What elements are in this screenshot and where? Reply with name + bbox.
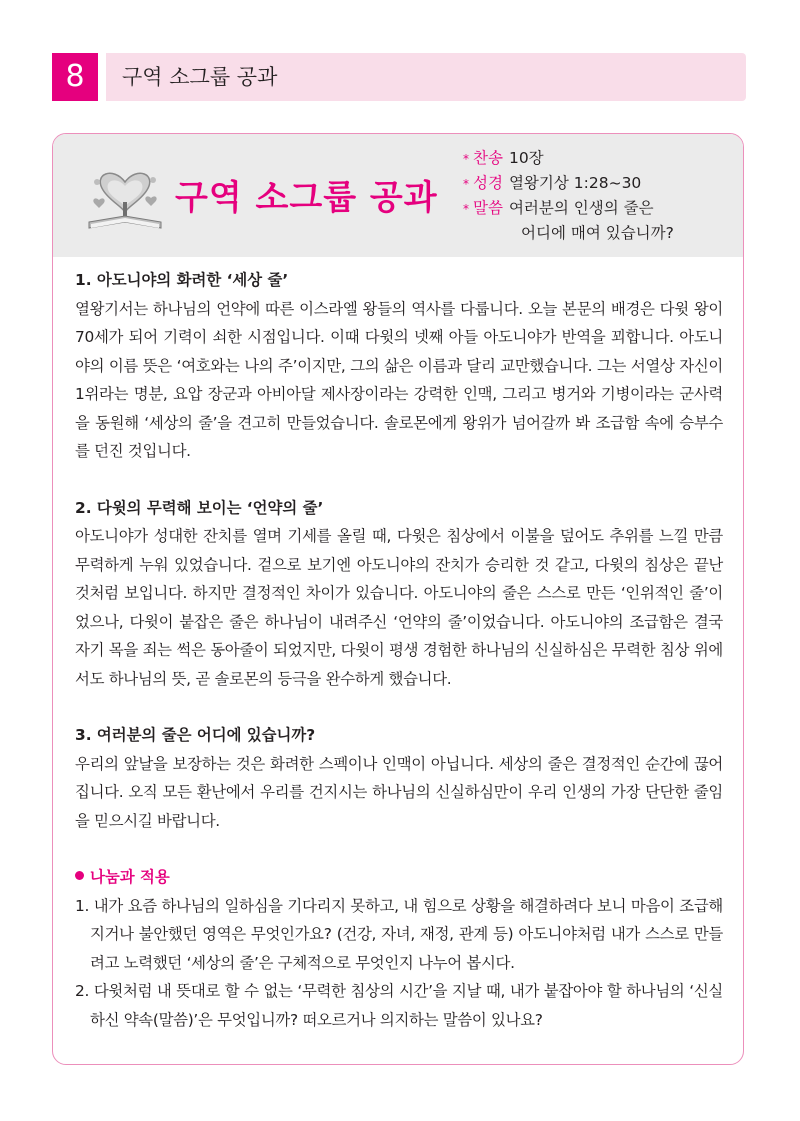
top-bar bbox=[52, 53, 746, 101]
share-item-2: 2. 다윗처럼 내 뜻대로 할 수 없는 ‘무력한 침상의 시간’을 지날 때, 내가 붙잡아야 할 하나님의 ‘신실하신 약속(말씀)’은 무엇입니까? 떠오르거나 의지하는 말씀이 있나요? bbox=[75, 982, 723, 1029]
lesson-number: 8 bbox=[52, 53, 98, 101]
lesson-meta bbox=[463, 146, 674, 245]
share-heading-label: 나눔과 적용 bbox=[90, 868, 170, 886]
page-title: 구역 소그룹 공과 bbox=[122, 65, 278, 89]
meta-scripture-value: 열왕기상 1:28~30 bbox=[508, 174, 642, 192]
card-title: 구역 소그룹 공과 bbox=[175, 178, 438, 218]
meta-word bbox=[463, 196, 674, 221]
meta-hymn bbox=[463, 146, 674, 171]
meta-word-continued bbox=[463, 221, 674, 245]
meta-word-label: 말씀 bbox=[473, 199, 503, 217]
meta-hymn-value: 10장 bbox=[508, 149, 544, 167]
section-text-1: 열왕기서는 하나님의 언약에 따른 이스라엘 왕들의 역사를 다룹니다. 오늘 본문의 배경은 다윗 왕이 70세가 되어 기력이 쇠한 시점입니다. 이때 다윗의 넷째 아들 아도니야가 반역을 꾀합니다. 아도니야의 이름 뜻은 ‘여호와는 나의 주’이지만, 그의 삶은 이름과 달리 교만했습니다. 그는 서열상 자신이 1위라는 명분, 요압 장군과 아비아달 제사장이라는 강력한 인맥, 그리고 병거와 기병이라는 군사력을 동원해 ‘세상의 줄’을 견고히 만들었습니다. 솔로몬에게 왕위가 넘어갈까 봐 조급함 속에 승부수를 던진 것입니다. bbox=[75, 299, 723, 460]
bullet-dot-icon bbox=[75, 871, 84, 880]
lesson-card bbox=[52, 133, 744, 1065]
meta-word-value-line1: 여러분의 인생의 줄은 bbox=[508, 199, 654, 217]
asterisk-icon: * bbox=[463, 202, 469, 216]
section-heading-1: 1. 아도니야의 화려한 ‘세상 줄’ bbox=[75, 271, 289, 289]
meta-hymn-label: 찬송 bbox=[473, 149, 503, 167]
section-text-2: 아도니야가 성대한 잔치를 열며 기세를 올릴 때, 다윗은 침상에서 이불을 덮어도 추위를 느낄 만큼 무력하게 누워 있었습니다. 겉으로 보기엔 아도니야의 잔치가 승리한 것 같고, 다윗의 침상은 끝난 것처럼 보입니다. 하지만 결정적인 차이가 있습니다. 아도니야의 줄은 스스로 만든 ‘인위적인 줄’이었으나, 다윗이 붙잡은 줄은 하나님이 내려주신 ‘언약의 줄’이었습니다. 아도니야의 조급함은 결국 자기 목을 죄는 썩은 동아줄이 되었지만, 다윗이 평생 경험한 하나님의 신실하심은 무력한 침상 위에서도 하나님의 뜻, 곧 솔로몬의 등극을 완수하게 했습니다. bbox=[75, 527, 723, 688]
meta-word-value-line2: 어디에 매여 있습니까? bbox=[521, 224, 674, 242]
card-header bbox=[53, 134, 743, 257]
share-list bbox=[75, 892, 723, 1035]
asterisk-icon: * bbox=[463, 177, 469, 191]
share-heading bbox=[75, 863, 723, 892]
meta-scripture-label: 성경 bbox=[473, 174, 503, 192]
asterisk-icon: * bbox=[463, 152, 469, 166]
share-item-1: 1. 내가 요즘 하나님의 일하심을 기다리지 못하고, 내 힘으로 상황을 해결하려다 보니 마음이 조급해지거나 불안했던 영역은 무엇인가요? (건강, 자녀, 재정, 관계 등) 아도니야처럼 내가 스스로 만들려고 노력했던 ‘세상의 줄’은 구체적으로 무엇인지 나누어 봅시다. bbox=[75, 896, 723, 972]
meta-scripture bbox=[463, 171, 674, 196]
heart-tree-book-icon bbox=[83, 152, 167, 236]
section-heading-3: 3. 여러분의 줄은 어디에 있습니까? bbox=[75, 726, 316, 744]
lesson-body bbox=[75, 266, 723, 1034]
section-heading-2: 2. 다윗의 무력해 보이는 ‘언약의 줄’ bbox=[75, 498, 324, 517]
section-text-3: 우리의 앞날을 보장하는 것은 화려한 스펙이나 인맥이 아닙니다. 세상의 줄은 결정적인 순간에 끊어집니다. 오직 모든 환난에서 우리를 건지시는 하나님의 신실하심만이 우리 인생의 가장 단단한 줄임을 믿으시길 바랍니다. bbox=[75, 754, 723, 830]
